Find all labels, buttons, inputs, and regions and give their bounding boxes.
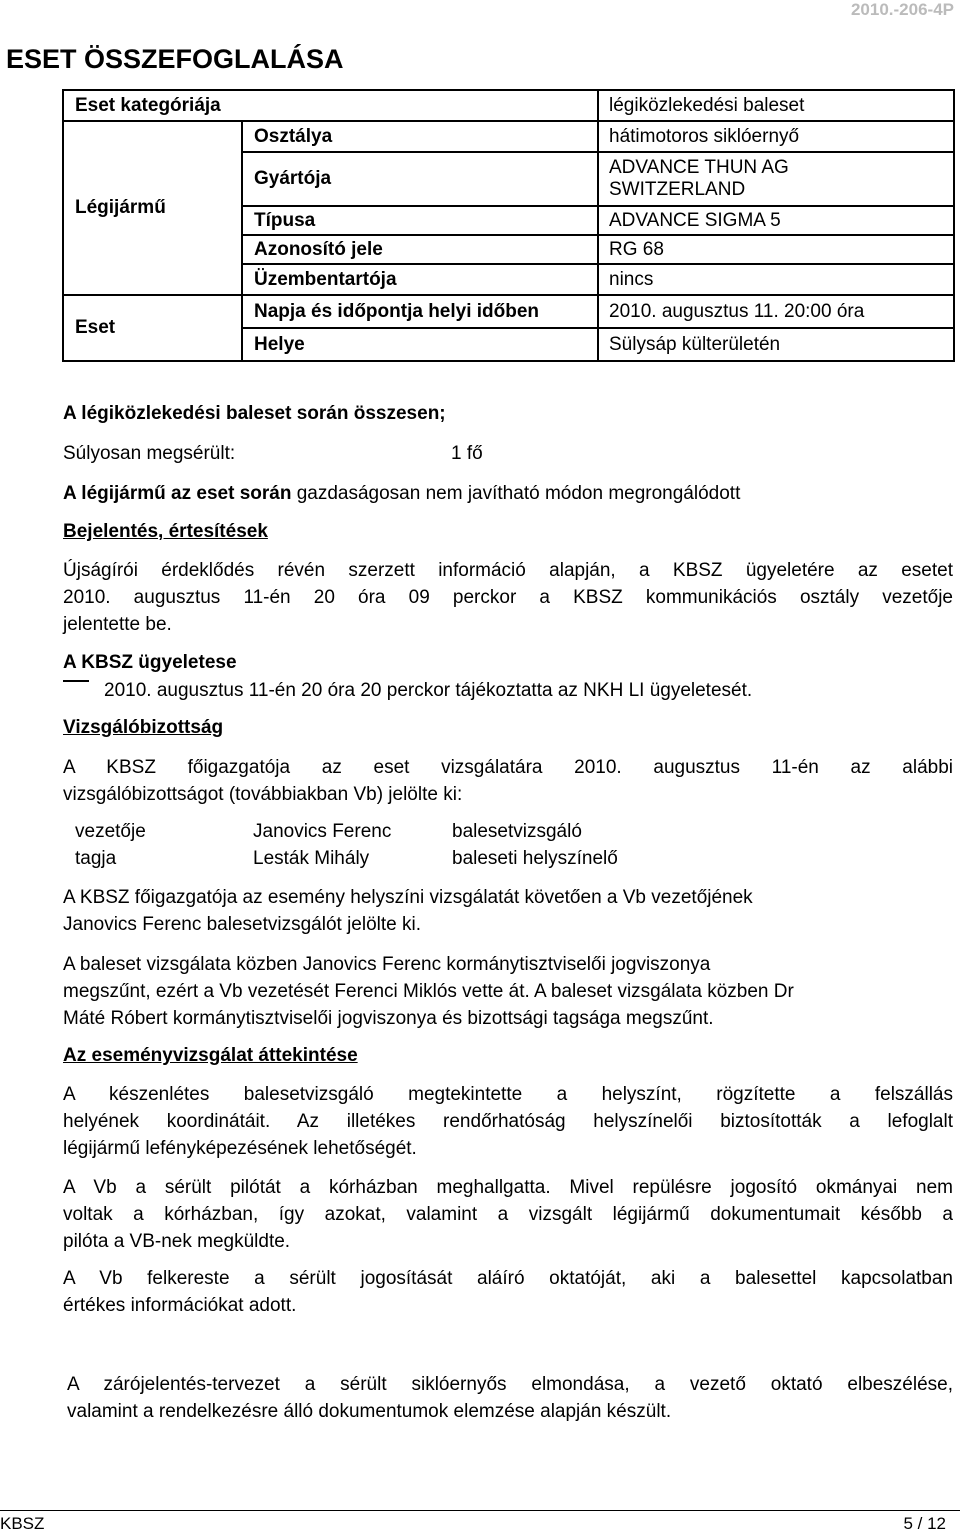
member-name: Janovics Ferenc xyxy=(253,821,392,842)
serious-injuries-value: 1 fő xyxy=(451,443,483,464)
paragraph-line: A készenlétes balesetvizsgáló megtekintette a helyszínt, rögzítette a felszállás xyxy=(63,1084,953,1105)
notification-paragraph xyxy=(63,557,953,638)
aircraft-label: Légijármű xyxy=(63,121,242,295)
paragraph-line: légijármű lefényképezésének lehetőségét. xyxy=(63,1138,417,1159)
registration-value: RG 68 xyxy=(598,235,954,264)
serious-injuries-label: Súlyosan megsérült: xyxy=(63,443,236,464)
page-title: ESET ÖSSZEFOGLALÁSA xyxy=(6,44,344,74)
duty-heading: A KBSZ ügyeletese xyxy=(63,652,237,673)
paragraph-line: A baleset vizsgálata közben Janovics Ferenc kormánytisztviselői jogviszonya xyxy=(63,954,711,975)
place-value: Sülysáp külterületén xyxy=(598,328,954,361)
committee-heading: Vizsgálóbizottság xyxy=(63,717,224,738)
paragraph-line: Máté Róbert kormánytisztviselői jogviszonya és bizottsági tagsága megszűnt. xyxy=(63,1008,714,1029)
overview-paragraph-4 xyxy=(67,1371,953,1425)
footer-divider xyxy=(0,1510,960,1511)
date-value: 2010. augusztus 11. 20:00 óra xyxy=(598,295,954,328)
damage-subject: A légijármű az eset során xyxy=(63,483,292,504)
committee-paragraph-2 xyxy=(63,884,953,938)
maker-label: Gyártója xyxy=(242,152,598,206)
list-dash xyxy=(63,680,89,682)
committee-line: A KBSZ főigazgatója az eset vizsgálatára 2010. augusztus 11-én az alábbi xyxy=(63,757,953,778)
paragraph-line: értékes információkat adott. xyxy=(63,1295,297,1316)
member-function: baleseti helyszínelő xyxy=(452,848,618,869)
member-name: Lesták Mihály xyxy=(253,848,370,869)
paragraph-line: voltak a kórházban, így azokat, valamint a vizsgált légijármű dokumentumait később a xyxy=(63,1204,953,1225)
member-role: vezetője xyxy=(75,821,146,842)
operator-label: Üzembentartója xyxy=(242,264,598,295)
operator-value: nincs xyxy=(598,264,954,295)
overview-paragraph-3 xyxy=(63,1265,953,1319)
damage-statement xyxy=(63,480,953,507)
paragraph-line: A zárójelentés-tervezet a sérült siklóernyős elmondása, a vezető oktató elbeszélése, xyxy=(67,1374,953,1395)
duty-text: 2010. augusztus 11-én 20 óra 20 perckor tájékoztatta az NKH LI ügyeletesét. xyxy=(104,680,753,701)
overview-paragraph-1 xyxy=(63,1081,953,1162)
notification-line: 2010. augusztus 11-én 20 óra 09 perckor a KBSZ kommunikációs osztály vezetője xyxy=(63,587,953,608)
damage-description: gazdaságosan nem javítható módon megrongálódott xyxy=(291,483,741,504)
class-value: hátimotoros siklóernyő xyxy=(598,121,954,152)
type-value: ADVANCE SIGMA 5 xyxy=(598,206,954,235)
paragraph-line: valamint a rendelkezésre álló dokumentumok elemzése alapján készült. xyxy=(67,1401,672,1422)
category-value: légiközlekedési baleset xyxy=(598,90,954,121)
class-label: Osztálya xyxy=(242,121,598,152)
notification-heading: Bejelentés, értesítések xyxy=(63,521,268,542)
event-label: Eset xyxy=(63,295,242,361)
committee-paragraph xyxy=(63,754,953,808)
committee-paragraph-3 xyxy=(63,951,953,1032)
injuries-heading: A légiközlekedési baleset során összesen; xyxy=(63,403,446,424)
member-role: tagja xyxy=(75,848,117,869)
footer-organization: KBSZ xyxy=(0,1514,45,1533)
registration-label: Azonosító jele xyxy=(242,235,598,264)
paragraph-line: megszűnt, ezért a Vb vezetését Ferenci Miklós vette át. A baleset vizsgálata közben Dr xyxy=(63,981,794,1002)
paragraph-line: A Vb felkereste a sérült jogosítását aláíró oktatóját, aki a balesettel kapcsolatban xyxy=(63,1268,953,1289)
paragraph-line: pilóta a VB-nek megküldte. xyxy=(63,1231,291,1252)
notification-line: Újságírói érdeklődés révén szerzett információ alapján, a KBSZ ügyeletére az esetet xyxy=(63,560,953,581)
category-label: Eset kategóriája xyxy=(63,90,598,121)
paragraph-line: A KBSZ főigazgatója az esemény helyszíni vizsgálatát követően a Vb vezetőjének xyxy=(63,887,753,908)
maker-value-line1: ADVANCE THUN AG xyxy=(609,157,789,178)
maker-value-line2: SWITZERLAND xyxy=(609,179,746,200)
overview-paragraph-2 xyxy=(63,1174,953,1255)
footer-page-number: 5 / 12 xyxy=(903,1514,946,1533)
notification-line: jelentette be. xyxy=(63,614,172,635)
member-function: balesetvizsgáló xyxy=(452,821,582,842)
event-summary-table xyxy=(62,89,955,362)
overview-heading: Az eseményvizsgálat áttekintése xyxy=(63,1045,358,1066)
maker-value xyxy=(598,152,954,206)
committee-line: vizsgálóbizottságot (továbbiakban Vb) jelölte ki: xyxy=(63,784,463,805)
type-label: Típusa xyxy=(242,206,598,235)
document-id: 2010.-206-4P xyxy=(850,0,954,19)
paragraph-line: A Vb a sérült pilótát a kórházban meghallgatta. Mivel repülésre jogosító okmányai nem xyxy=(63,1177,953,1198)
date-label: Napja és időpontja helyi időben xyxy=(242,295,598,328)
paragraph-line: Janovics Ferenc balesetvizsgálót jelölte ki. xyxy=(63,914,422,935)
place-label: Helye xyxy=(242,328,598,361)
paragraph-line: helyének koordinátáit. Az illetékes rendőrhatóság helyszínelői biztosították a lefoglalt xyxy=(63,1111,953,1132)
